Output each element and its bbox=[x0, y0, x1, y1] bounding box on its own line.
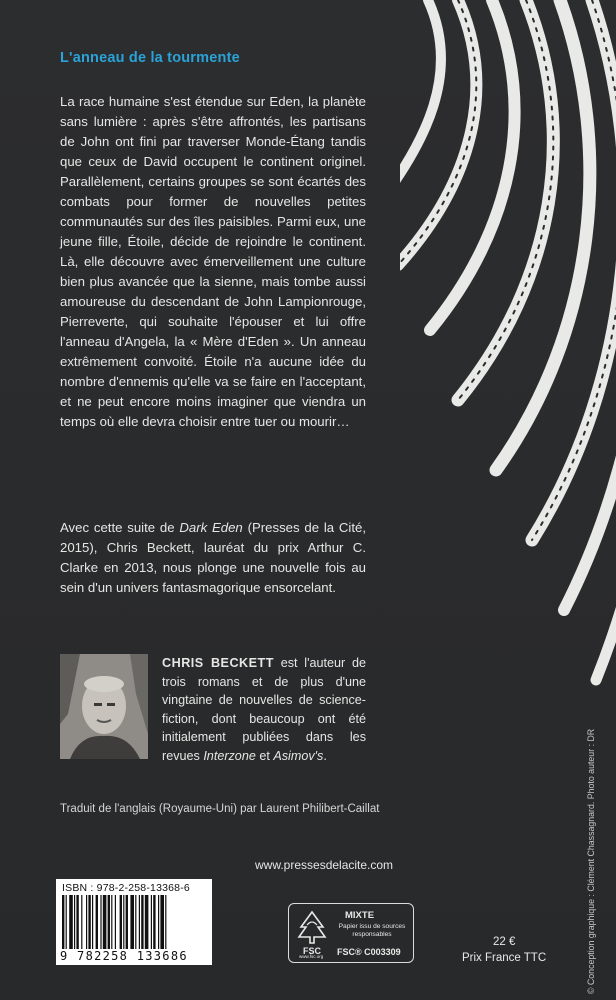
author-name: CHRIS BECKETT bbox=[162, 656, 274, 670]
barcode-bar bbox=[108, 895, 110, 949]
barcode-bar bbox=[153, 895, 155, 949]
magazine-interzone: Interzone bbox=[203, 748, 256, 763]
barcode-bar bbox=[103, 895, 107, 949]
author-photo bbox=[60, 654, 148, 759]
author-bio bbox=[162, 654, 366, 766]
price: 22 € bbox=[493, 936, 516, 948]
translator-credit: Traduit de l'anglais (Royaume-Uni) par Laurent Philibert-Caillat bbox=[60, 803, 380, 815]
barcode-bar bbox=[111, 895, 112, 949]
isbn: ISBN : 978-2-258-13368-6 bbox=[62, 882, 190, 894]
price-label: Prix France TTC bbox=[462, 952, 547, 964]
publisher-website: www.pressesdelacite.com bbox=[255, 858, 394, 872]
barcode bbox=[62, 895, 206, 949]
book-title: L'anneau de la tourmente bbox=[60, 50, 240, 66]
barcode-bar bbox=[69, 895, 73, 949]
barcode-bar bbox=[139, 895, 140, 949]
barcode-bar bbox=[151, 895, 152, 949]
barcode-bar bbox=[165, 895, 166, 949]
barcode-bar bbox=[76, 895, 78, 949]
bio-text: est l'auteur de trois romans et de plus d'une vingtaine de nouvelles de science-fiction, dont beaucoup ont été initialement publiées dans les revues bbox=[162, 656, 366, 763]
magazine-asimovs: Asimov's bbox=[273, 748, 324, 763]
barcode-bar bbox=[115, 895, 116, 949]
barcode-bar bbox=[81, 895, 82, 949]
fsc-site: www.fsc.org bbox=[299, 954, 324, 959]
swirl-artwork bbox=[400, 0, 616, 760]
fsc-mixte: MIXTE bbox=[345, 910, 375, 921]
fsc-code: FSC® C003309 bbox=[337, 947, 401, 957]
barcode-bar bbox=[100, 895, 101, 949]
design-credit: © Conception graphique : Clément Chassagnard. Photo auteur : DR bbox=[586, 728, 596, 994]
barcode-bar bbox=[135, 895, 136, 949]
barcode-bar bbox=[92, 895, 93, 949]
barcode-bar bbox=[120, 895, 122, 949]
barcode-bar bbox=[145, 895, 149, 949]
sequel-paragraph bbox=[60, 518, 366, 598]
barcode-bar bbox=[96, 895, 98, 949]
sequel-after: (Presses de la Cité, 2015), Chris Beckett, lauréat du prix Arthur C. Clarke en 2013, nous plonge une nouvelle fois au sein d'un univers fantasmagorique ensorcelant. bbox=[60, 520, 366, 595]
bio-end: . bbox=[323, 748, 327, 763]
bio-conj: et bbox=[255, 748, 274, 763]
barcode-bar bbox=[141, 895, 143, 949]
sequel-before: Avec cette suite de bbox=[60, 520, 180, 535]
barcode-bar bbox=[126, 895, 128, 949]
barcode-bar bbox=[123, 895, 124, 949]
sequel-book-title: Dark Eden bbox=[179, 520, 243, 535]
barcode-bar bbox=[160, 895, 164, 949]
barcode-bar bbox=[130, 895, 134, 949]
fsc-logo-text: FSC bbox=[303, 946, 321, 956]
barcode-bar bbox=[66, 895, 67, 949]
barcode-bar bbox=[158, 895, 159, 949]
barcode-block bbox=[56, 879, 212, 965]
barcode-bar bbox=[86, 895, 87, 949]
barcode-bar bbox=[88, 895, 90, 949]
ean-number: 9 782258 133686 bbox=[60, 949, 188, 963]
barcode-bar bbox=[74, 895, 75, 949]
fsc-description: Papier issu de sources responsables bbox=[338, 923, 406, 938]
synopsis: La race humaine s'est étendue sur Eden, la planète sans lumière : après s'être affrontés, les partisans de John ont fini par traverser Monde-Étang tandis que ceux de David occupent le continent originel. Parallèlement, certains groupes se sont écartés des combats pour former de nouvelles petites communautés sur des îles paisibles. Parmi eux, une jeune fille, Étoile, décide de rejoindre le continent. Là, elle découvre avec émerveillement une culture bien plus avancée que la sienne, mais tombe aussi amoureuse du descendant de John Lampionrouge, Pierreverte, qui souhaite l'épouser et lui offre l'anneau d'Angela, la « Mère d'Eden ». Un anneau extrêmement convoité. Étoile n'a aucune idée du nombre d'ennemis qu'elle va se faire en l'acceptant, et ne peut encore moins imaginer que viendra un temps où elle devra choisir entre tuer ou mourir… bbox=[60, 94, 366, 429]
fsc-label bbox=[288, 903, 414, 963]
barcode-bar bbox=[62, 895, 64, 949]
fsc-tree-icon bbox=[295, 909, 329, 957]
